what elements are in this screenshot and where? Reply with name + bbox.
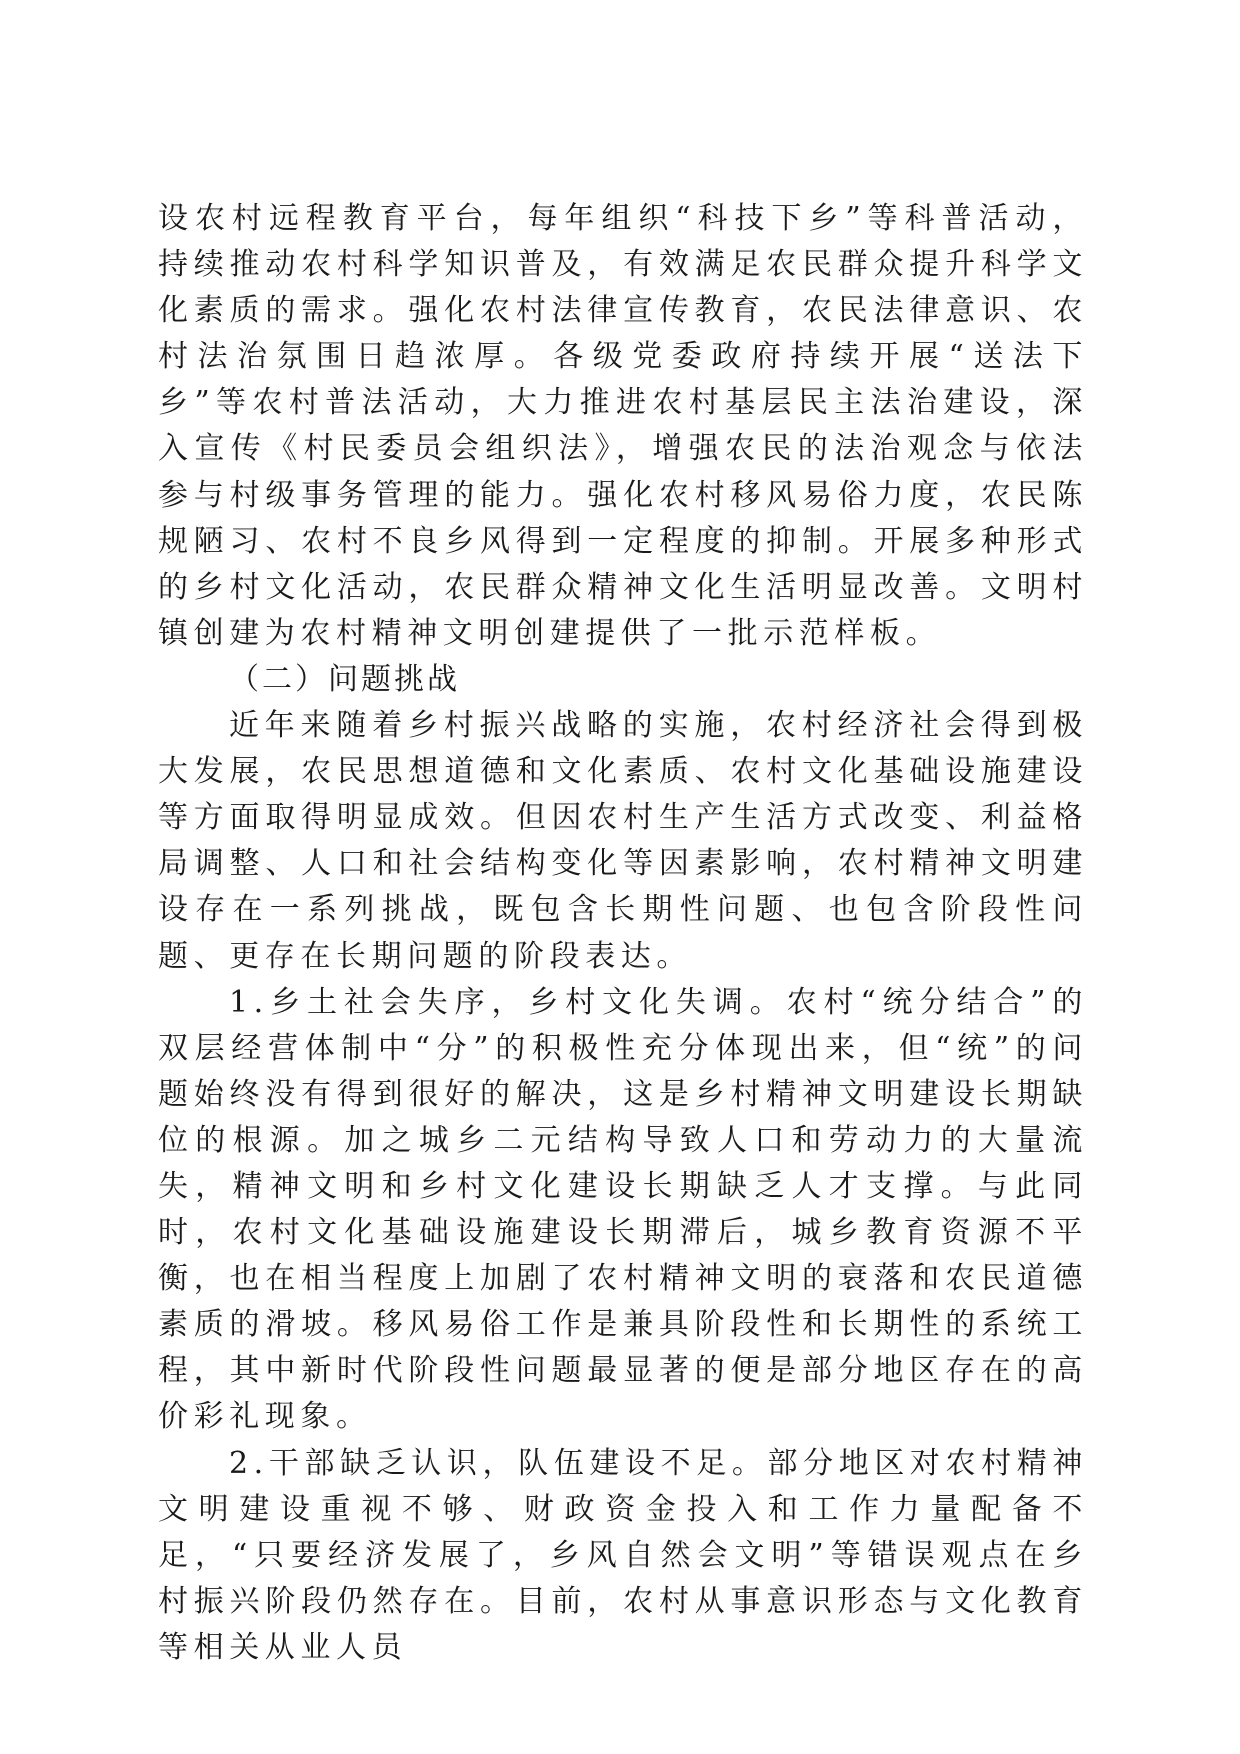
section-heading: （二）问题挑战 <box>229 661 460 697</box>
body-paragraph: 2.干部缺乏认识，队伍建设不足。部分地区对农村精神文明建设重视不够、财政资金投入和工作力量配备不足，“只要经济发展了，乡风自然会文明”等错误观点在乡村振兴阶段仍然存在。目前，农村从事意识形态与文化教育等相关从业人员 <box>158 1445 1088 1665</box>
body-paragraph: 近年来随着乡村振兴战略的实施，农村经济社会得到极大发展，农民思想道德和文化素质、农村文化基础设施建设等方面取得明显成效。但因农村生产生活方式改变、利益格局调整、人口和社会结构变化等因素影响，农村精神文明建设存在一系列挑战，既包含长期性问题、也包含阶段性问题、更存在长期问题的阶段表达。 <box>158 708 1088 974</box>
document-page <box>158 196 1088 1671</box>
body-paragraph: 1.乡土社会失序，乡村文化失调。农村“统分结合”的双层经营体制中“分”的积极性充分体现出来，但“统”的问题始终没有得到很好的解决，这是乡村精神文明建设长期缺位的根源。加之城乡二元结构导致人口和劳动力的大量流失，精神文明和乡村文化建设长期缺乏人才支撑。与此同时，农村文化基础设施建设长期滞后，城乡教育资源不平衡，也在相当程度上加剧了农村精神文明的衰落和农民道德素质的滑坡。移风易俗工作是兼具阶段性和长期性的系统工程，其中新时代阶段性问题最显著的便是部分地区存在的高价彩礼现象。 <box>158 984 1088 1435</box>
body-paragraph: 设农村远程教育平台，每年组织“科技下乡”等科普活动，持续推动农村科学知识普及，有效满足农民群众提升科学文化素质的需求。强化农村法律宣传教育，农民法律意识、农村法治氛围日趋浓厚。各级党委政府持续开展“送法下乡”等农村普法活动，大力推进农村基层民主法治建设，深入宣传《村民委员会组织法》，增强农民的法治观念与依法参与村级事务管理的能力。强化农村移风易俗力度，农民陈规陋习、农村不良乡风得到一定程度的抑制。开展多种形式的乡村文化活动，农民群众精神文化生活明显改善。文明村镇创建为农村精神文明创建提供了一批示范样板。 <box>158 201 1088 651</box>
